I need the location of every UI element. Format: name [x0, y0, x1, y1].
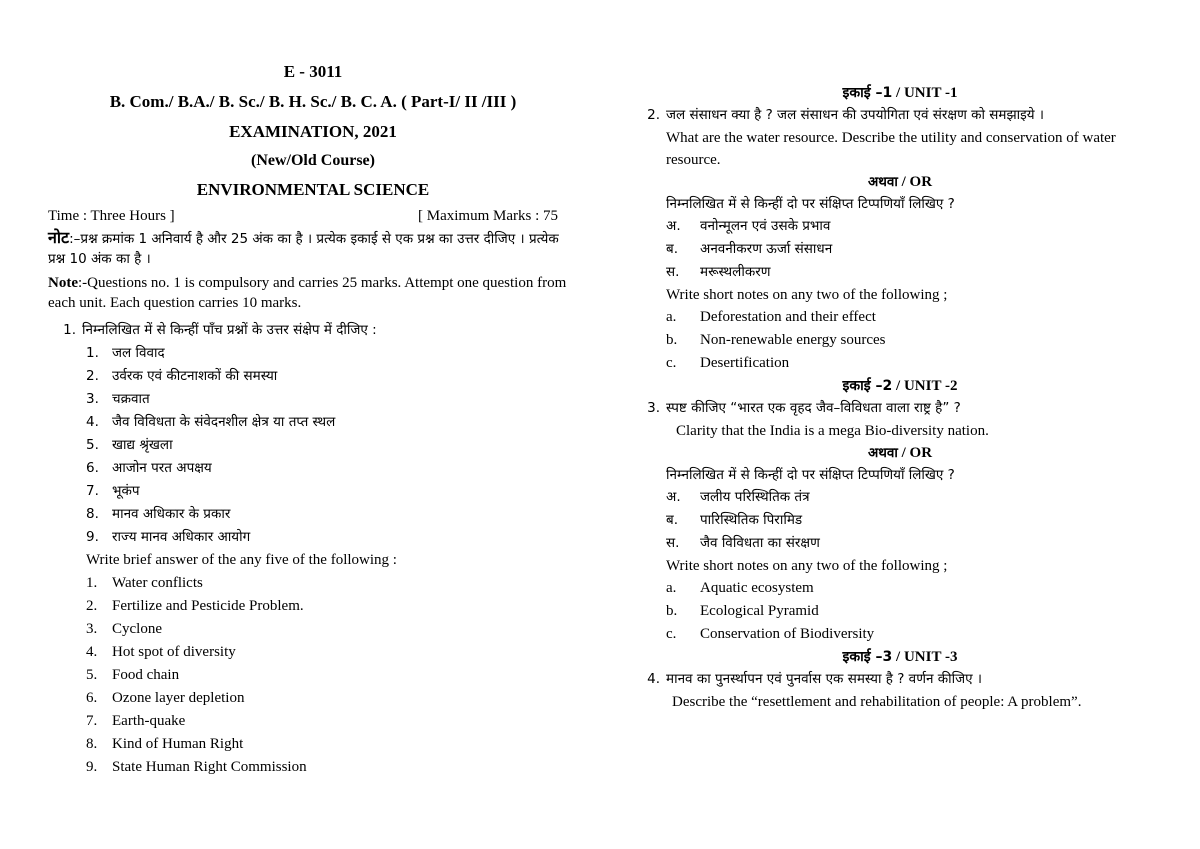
item-text: Kind of Human Right — [112, 736, 244, 752]
question-1-hindi-list — [48, 342, 578, 549]
or-english: / OR — [901, 445, 933, 461]
item-text: जैव विविधता के संवेदनशील क्षेत्र या तप्त स्थल — [112, 414, 336, 430]
question-4-hindi — [640, 668, 1160, 691]
item-text: Earth-quake — [112, 713, 186, 729]
list-item — [86, 503, 578, 526]
question-3-english: Clarity that the India is a mega Bio-diversity nation. — [676, 423, 989, 439]
item-text: पारिस्थितिक पिरामिड — [700, 512, 803, 528]
item-text: Water conflicts — [112, 575, 203, 591]
item-number: स. — [666, 264, 680, 280]
list-item — [86, 342, 578, 365]
item-text: Conservation of Biodiversity — [700, 626, 875, 642]
item-number: ब. — [666, 241, 678, 257]
item-text: अनवनीकरण ऊर्जा संसाधन — [700, 241, 833, 257]
item-number: स. — [666, 535, 680, 551]
item-text: जैव विविधता का संरक्षण — [700, 535, 820, 551]
alt-question-english: Write short notes on any two of the following ; — [666, 558, 948, 574]
unit-heading-english: / UNIT -3 — [896, 649, 958, 665]
alt-question-hindi: निम्नलिखित में से किन्हीं दो पर संक्षिप्त टिप्पणियाँ लिखिए ? — [666, 467, 955, 483]
item-text: मानव अधिकार के प्रकार — [112, 506, 231, 522]
course-scheme: (New/Old Course) — [251, 152, 375, 169]
list-item — [86, 733, 578, 756]
item-text: राज्य मानव अधिकार आयोग — [112, 529, 251, 545]
unit-1-heading — [640, 82, 1160, 104]
item-number: 4. — [86, 644, 98, 660]
item-number: 3. — [86, 391, 99, 407]
question-text: निम्नलिखित में से किन्हीं पाँच प्रश्नों के उत्तर संक्षेप में दीजिए : — [82, 322, 377, 338]
or-hindi: अथवा — [867, 445, 898, 461]
unit-heading-english: / UNIT -1 — [896, 85, 958, 101]
unit-3-heading — [640, 646, 1160, 668]
list-item — [86, 618, 578, 641]
item-number: 1. — [86, 345, 99, 361]
alt-hindi-options — [640, 486, 1160, 555]
item-number: अ. — [666, 218, 681, 234]
list-item — [86, 595, 578, 618]
question-1-hindi — [48, 319, 578, 342]
alt-english-options — [640, 306, 1160, 375]
item-text: Fertilize and Pesticide Problem. — [112, 598, 304, 614]
alt-question-hindi: निम्नलिखित में से किन्हीं दो पर संक्षिप्त टिप्पणियाँ लिखिए ? — [666, 196, 955, 212]
exam-title: EXAMINATION, 2021 — [229, 122, 397, 141]
list-item — [666, 329, 1160, 352]
list-item — [86, 480, 578, 503]
subject-title: ENVIRONMENTAL SCIENCE — [196, 180, 430, 199]
list-item — [666, 623, 1160, 646]
list-item — [86, 411, 578, 434]
list-item — [666, 261, 1160, 284]
item-text: Cyclone — [112, 621, 162, 637]
item-number: 6. — [86, 690, 98, 706]
unit-heading-english: / UNIT -2 — [896, 378, 958, 394]
item-text: वनोन्मूलन एवं उसके प्रभाव — [700, 218, 831, 234]
item-number: 2. — [86, 368, 99, 384]
item-text: Food chain — [112, 667, 180, 683]
list-item — [666, 509, 1160, 532]
item-text: Ozone layer depletion — [112, 690, 245, 706]
item-number: b. — [666, 603, 678, 619]
item-number: 9. — [86, 529, 99, 545]
note-hindi-label: नोट — [48, 228, 70, 247]
or-divider — [640, 171, 1160, 193]
item-number: 8. — [86, 736, 98, 752]
item-number: c. — [666, 355, 677, 371]
list-item — [86, 710, 578, 733]
item-number: 6. — [86, 460, 99, 476]
item-number: c. — [666, 626, 677, 642]
item-number: a. — [666, 580, 677, 596]
time-label: Time : Three Hours ] — [48, 208, 175, 224]
item-text: जलीय परिस्थितिक तंत्र — [700, 489, 810, 505]
right-column — [640, 82, 1160, 713]
time-marks-row — [48, 208, 578, 225]
unit-heading-hindi: इकाई –3 — [842, 649, 893, 665]
note-english-label: Note — [48, 275, 78, 291]
list-item — [86, 526, 578, 549]
item-text: जल विवाद — [112, 345, 165, 361]
item-text: खाद्य श्रृंखला — [112, 437, 173, 453]
question-1-english: Write brief answer of the any five of the following : — [86, 552, 397, 568]
item-text: State Human Right Commission — [112, 759, 307, 775]
list-item — [666, 486, 1160, 509]
note-english — [48, 273, 578, 313]
item-text: Non-renewable energy sources — [700, 332, 886, 348]
note-hindi-text: :–प्रश्न क्रमांक 1 अनिवार्य है और 25 अंक का है । प्रत्येक इकाई से एक प्रश्न का उत्तर दीजिए । प्रत्येक प्रश्न 10 अंक का है । — [48, 231, 559, 267]
item-text: Deforestation and their effect — [700, 309, 876, 325]
question-2-hindi — [640, 104, 1160, 127]
item-text: भूकंप — [112, 483, 140, 499]
list-item — [86, 388, 578, 411]
course-title: B. Com./ B.A./ B. Sc./ B. H. Sc./ B. C. A. ( Part-I/ II /III ) — [109, 92, 517, 111]
list-item — [666, 215, 1160, 238]
list-item — [666, 600, 1160, 623]
item-number: 5. — [86, 667, 98, 683]
item-text: Ecological Pyramid — [700, 603, 819, 619]
list-item — [86, 664, 578, 687]
alt-question-english: Write short notes on any two of the following ; — [666, 287, 948, 303]
question-2-english: What are the water resource. Describe the utility and conservation of water resource. — [666, 130, 1116, 168]
item-number: 7. — [86, 713, 98, 729]
list-item — [86, 641, 578, 664]
alt-english-options — [640, 577, 1160, 646]
list-item — [666, 306, 1160, 329]
item-text: आजोन परत अपक्षय — [112, 460, 212, 476]
item-number: 5. — [86, 437, 99, 453]
question-1-english-list — [48, 572, 578, 779]
list-item — [666, 577, 1160, 600]
list-item — [86, 756, 578, 779]
or-divider — [640, 442, 1160, 464]
item-text: Hot spot of diversity — [112, 644, 236, 660]
question-4-english: Describe the “resettlement and rehabilitation of people: A problem”. — [672, 694, 1082, 710]
item-number: 1. — [86, 575, 98, 591]
item-number: b. — [666, 332, 678, 348]
item-text: चक्रवात — [112, 391, 150, 407]
alt-hindi-options — [640, 215, 1160, 284]
list-item — [86, 572, 578, 595]
item-number: 3. — [86, 621, 98, 637]
item-number: 2. — [86, 598, 98, 614]
item-text: मरूस्थलीकरण — [700, 264, 771, 280]
unit-2-heading — [640, 375, 1160, 397]
list-item — [86, 365, 578, 388]
list-item — [666, 352, 1160, 375]
unit-heading-hindi: इकाई –2 — [842, 378, 893, 394]
or-hindi: अथवा — [867, 174, 898, 190]
item-number: 9. — [86, 759, 98, 775]
item-number: 4. — [86, 414, 99, 430]
left-column — [48, 62, 578, 779]
question-text: जल संसाधन क्या है ? जल संसाधन की उपयोगिता एवं संरक्षण को समझाइये । — [666, 107, 1045, 123]
note-english-text: :-Questions no. 1 is compulsory and carries 25 marks. Attempt one question from each unit. Each question carries 10 marks. — [48, 275, 567, 311]
question-text: मानव का पुनर्स्थापन एवं पुनर्वास एक समस्या है ? वर्णन कीजिए । — [666, 671, 982, 687]
list-item — [666, 238, 1160, 261]
list-item — [86, 457, 578, 480]
paper-code: E - 3011 — [283, 62, 343, 81]
unit-heading-hindi: इकाई –1 — [842, 85, 893, 101]
max-marks-label: [ Maximum Marks : 75 — [418, 208, 558, 224]
list-item — [666, 532, 1160, 555]
item-text: Desertification — [700, 355, 790, 371]
question-3-hindi — [640, 397, 1160, 420]
item-text: Aquatic ecosystem — [700, 580, 814, 596]
question-number: 4. — [647, 671, 660, 687]
or-english: / OR — [901, 174, 933, 190]
question-number: 1. — [63, 322, 76, 338]
item-text: उर्वरक एवं कीटनाशकों की समस्या — [112, 368, 278, 384]
question-number: 3. — [647, 400, 660, 416]
list-item — [86, 434, 578, 457]
item-number: 7. — [86, 483, 99, 499]
item-number: a. — [666, 309, 677, 325]
question-text: स्पष्ट कीजिए “भारत एक वृहद जैव–विविधता वाला राष्ट्र है” ? — [666, 400, 961, 416]
item-number: ब. — [666, 512, 678, 528]
item-number: 8. — [86, 506, 99, 522]
item-number: अ. — [666, 489, 681, 505]
list-item — [86, 687, 578, 710]
question-number: 2. — [647, 107, 660, 123]
note-hindi — [48, 228, 578, 269]
